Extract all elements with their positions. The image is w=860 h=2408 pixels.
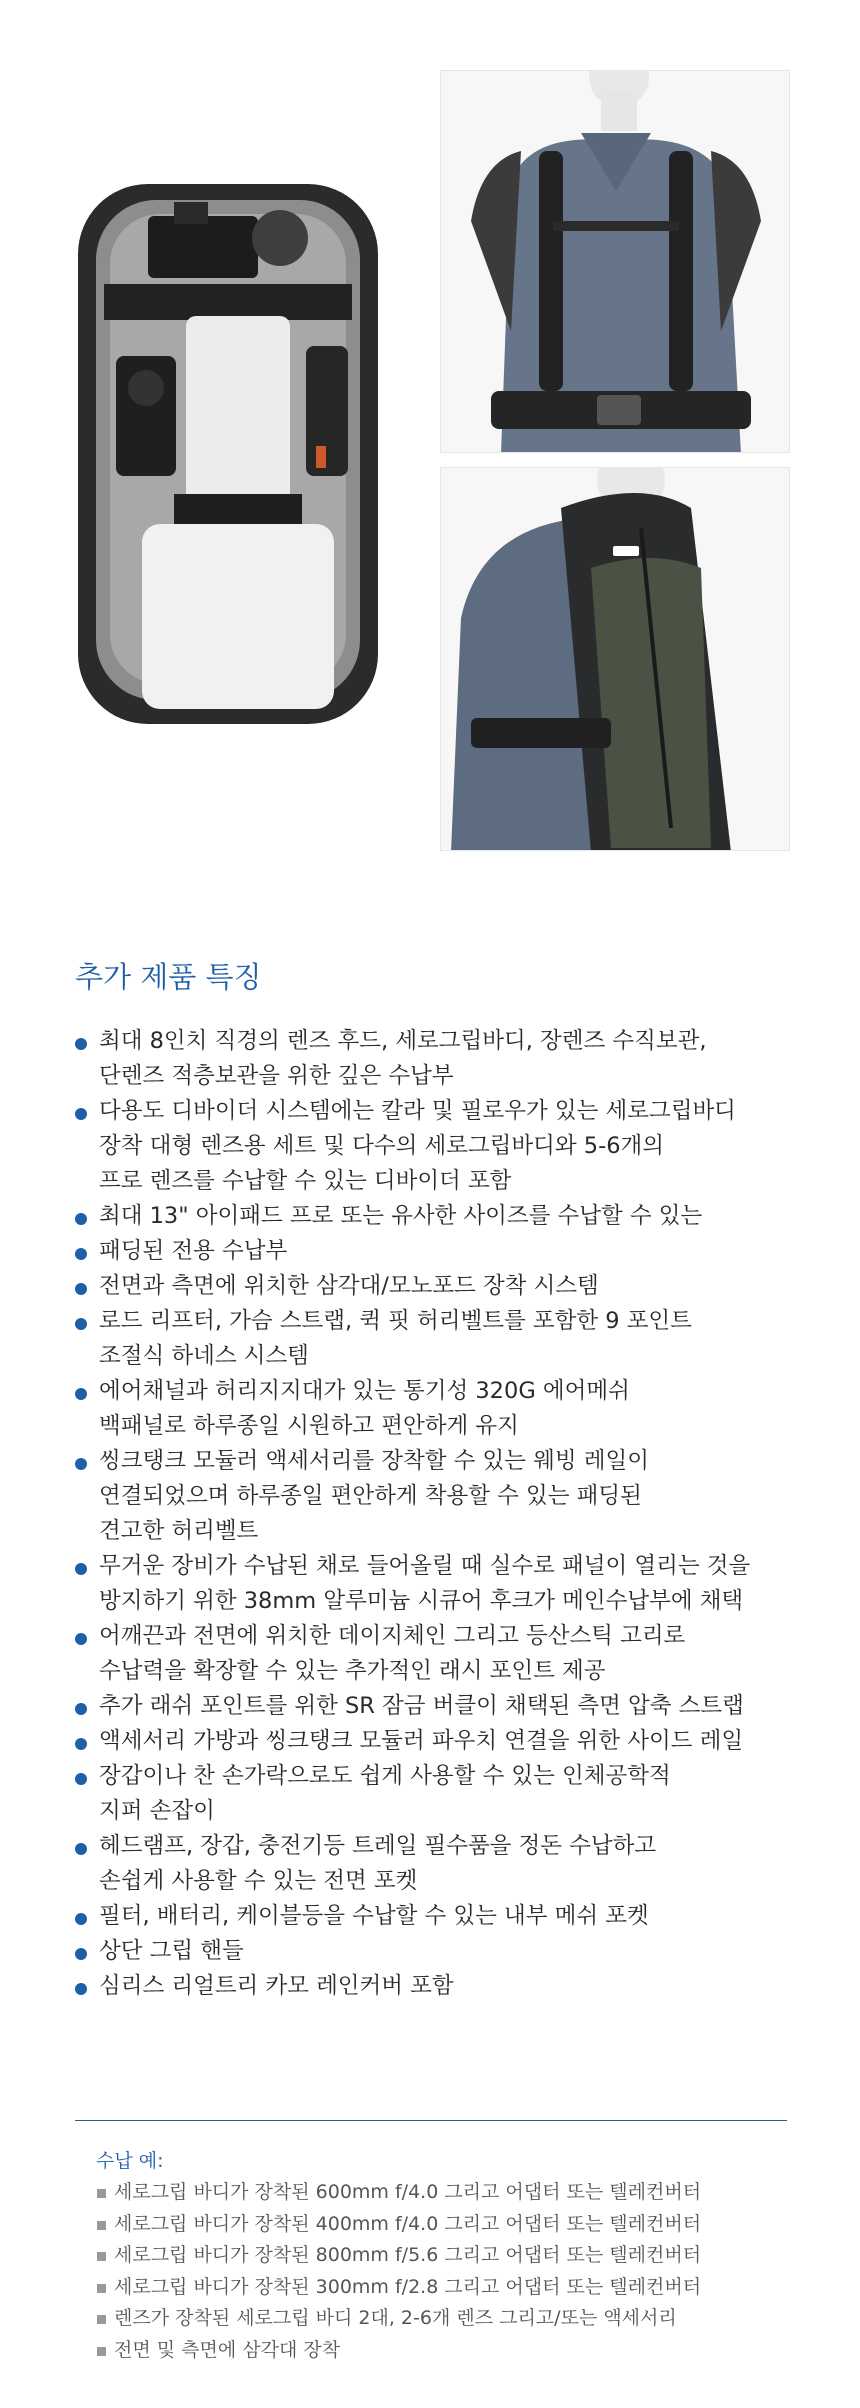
feature-text: 헤드램프, 장갑, 충전기등 트레일 필수품을 정돈 수납하고 손쉽게 사용할 수 있는 전면 포켓 xyxy=(99,1833,657,1894)
feature-item xyxy=(75,1934,815,1969)
feature-text: 패딩된 전용 수납부 xyxy=(99,1238,288,1264)
feature-item xyxy=(75,1444,815,1549)
feature-item xyxy=(75,1619,815,1689)
square-bullet-icon xyxy=(97,2252,106,2261)
open-backpack-photo xyxy=(70,176,386,731)
feature-text: 액세서리 가방과 씽크탱크 모듈러 파우치 연결을 위한 사이드 레일 xyxy=(99,1728,744,1754)
storage-example-item xyxy=(96,2177,701,2209)
feature-text: 전면과 측면에 위치한 삼각대/모노포드 장착 시스템 xyxy=(99,1273,599,1299)
feature-text: 다용도 디바이더 시스템에는 칼라 및 필로우가 있는 세로그립바디 장착 대형 렌즈용 세트 및 다수의 세로그립바디와 5-6개의 프로 렌즈를 수납할 수 있는 디바이더 포함 xyxy=(99,1098,736,1194)
bullet-icon xyxy=(75,1213,87,1225)
feature-text: 상단 그립 핸들 xyxy=(99,1938,244,1964)
feature-item xyxy=(75,1689,815,1724)
storage-example-item xyxy=(96,2335,701,2367)
mannequin-back-photo xyxy=(440,467,790,851)
feature-text: 최대 8인치 직경의 렌즈 후드, 세로그립바디, 장렌즈 수직보관, 단렌즈 적층보관을 위한 깊은 수납부 xyxy=(99,1028,707,1089)
feature-item xyxy=(75,1969,815,2004)
feature-item xyxy=(75,1269,815,1304)
feature-item xyxy=(75,1759,815,1829)
square-bullet-icon xyxy=(97,2221,106,2230)
feature-text: 추가 래쉬 포인트를 위한 SR 잠금 버클이 채택된 측면 압축 스트랩 xyxy=(99,1693,744,1719)
feature-item xyxy=(75,1899,815,1934)
feature-text: 씽크탱크 모듈러 액세서리를 장착할 수 있는 웨빙 레일이 연결되었으며 하루종일 편안하게 착용할 수 있는 패딩된 견고한 허리벨트 xyxy=(99,1448,649,1544)
bullet-icon xyxy=(75,1948,87,1960)
feature-text: 최대 13" 아이패드 프로 또는 유사한 사이즈를 수납할 수 있는 xyxy=(99,1203,703,1229)
bullet-icon xyxy=(75,1283,87,1295)
storage-divider xyxy=(75,2120,787,2121)
bullet-icon xyxy=(75,1983,87,1995)
section-title: 추가 제품 특징 xyxy=(75,960,262,994)
storage-example-text: 세로그립 바디가 장착된 800mm f/5.6 그리고 어댑터 또는 텔레컨버터 xyxy=(114,2244,702,2266)
storage-example-text: 렌즈가 장착된 세로그립 바디 2대, 2-6개 렌즈 그리고/또는 액세서리 xyxy=(114,2307,677,2329)
feature-item xyxy=(75,1374,815,1444)
storage-example-item xyxy=(96,2272,701,2304)
feature-item xyxy=(75,1199,815,1234)
feature-text: 장갑이나 찬 손가락으로도 쉽게 사용할 수 있는 인체공학적 지퍼 손잡이 xyxy=(99,1763,671,1824)
storage-example-text: 세로그립 바디가 장착된 400mm f/4.0 그리고 어댑터 또는 텔레컨버터 xyxy=(114,2212,702,2235)
bullet-icon xyxy=(75,1773,87,1785)
bullet-icon xyxy=(75,1458,87,1470)
bullet-icon xyxy=(75,1703,87,1715)
feature-item xyxy=(75,1234,815,1269)
feature-text: 어깨끈과 전면에 위치한 데이지체인 그리고 등산스틱 고리로 수납력을 확장할 수 있는 추가적인 래시 포인트 제공 xyxy=(99,1623,686,1684)
bullet-icon xyxy=(75,1038,87,1050)
storage-title: 수납 예: xyxy=(96,2150,164,2172)
storage-example-item xyxy=(96,2240,701,2272)
feature-text: 에어채널과 허리지지대가 있는 통기성 320G 에어메쉬 백패널로 하루종일 시원하고 편안하게 유지 xyxy=(99,1378,630,1439)
bullet-icon xyxy=(75,1108,87,1120)
storage-example-item xyxy=(96,2209,701,2241)
square-bullet-icon xyxy=(97,2347,106,2356)
feature-text: 로드 리프터, 가슴 스트랩, 퀵 핏 허리벨트를 포함한 9 포인트 조절식 하네스 시스템 xyxy=(99,1308,692,1369)
feature-item xyxy=(75,1724,815,1759)
storage-example-text: 전면 및 측면에 삼각대 장착 xyxy=(114,2338,341,2361)
square-bullet-icon xyxy=(97,2284,106,2293)
bullet-icon xyxy=(75,1563,87,1575)
bullet-icon xyxy=(75,1388,87,1400)
bullet-icon xyxy=(75,1318,87,1330)
feature-list xyxy=(75,1024,815,2004)
feature-text: 심리스 리얼트리 카모 레인커버 포함 xyxy=(99,1973,454,1999)
mannequin-front-photo xyxy=(440,70,790,453)
storage-example-text: 세로그립 바디가 장착된 300mm f/2.8 그리고 어댑터 또는 텔레컨버터 xyxy=(114,2275,702,2298)
storage-example-list xyxy=(96,2177,701,2366)
feature-item xyxy=(75,1024,815,1094)
feature-text: 필터, 배터리, 케이블등을 수납할 수 있는 내부 메쉬 포켓 xyxy=(99,1903,649,1929)
feature-text: 무거운 장비가 수납된 채로 들어올릴 때 실수로 패널이 열리는 것을 방지하기 위한 38mm 알루미늄 시큐어 후크가 메인수납부에 채택 xyxy=(99,1553,751,1614)
bullet-icon xyxy=(75,1913,87,1925)
square-bullet-icon xyxy=(97,2315,106,2324)
bullet-icon xyxy=(75,1633,87,1645)
feature-item xyxy=(75,1829,815,1899)
feature-item xyxy=(75,1094,815,1199)
square-bullet-icon xyxy=(97,2189,106,2198)
bullet-icon xyxy=(75,1843,87,1855)
storage-example-text: 세로그립 바디가 장착된 600mm f/4.0 그리고 어댑터 또는 텔레컨버터 xyxy=(114,2181,702,2203)
feature-item xyxy=(75,1304,815,1374)
bullet-icon xyxy=(75,1738,87,1750)
bullet-icon xyxy=(75,1248,87,1260)
storage-example-item xyxy=(96,2303,701,2335)
feature-item xyxy=(75,1549,815,1619)
